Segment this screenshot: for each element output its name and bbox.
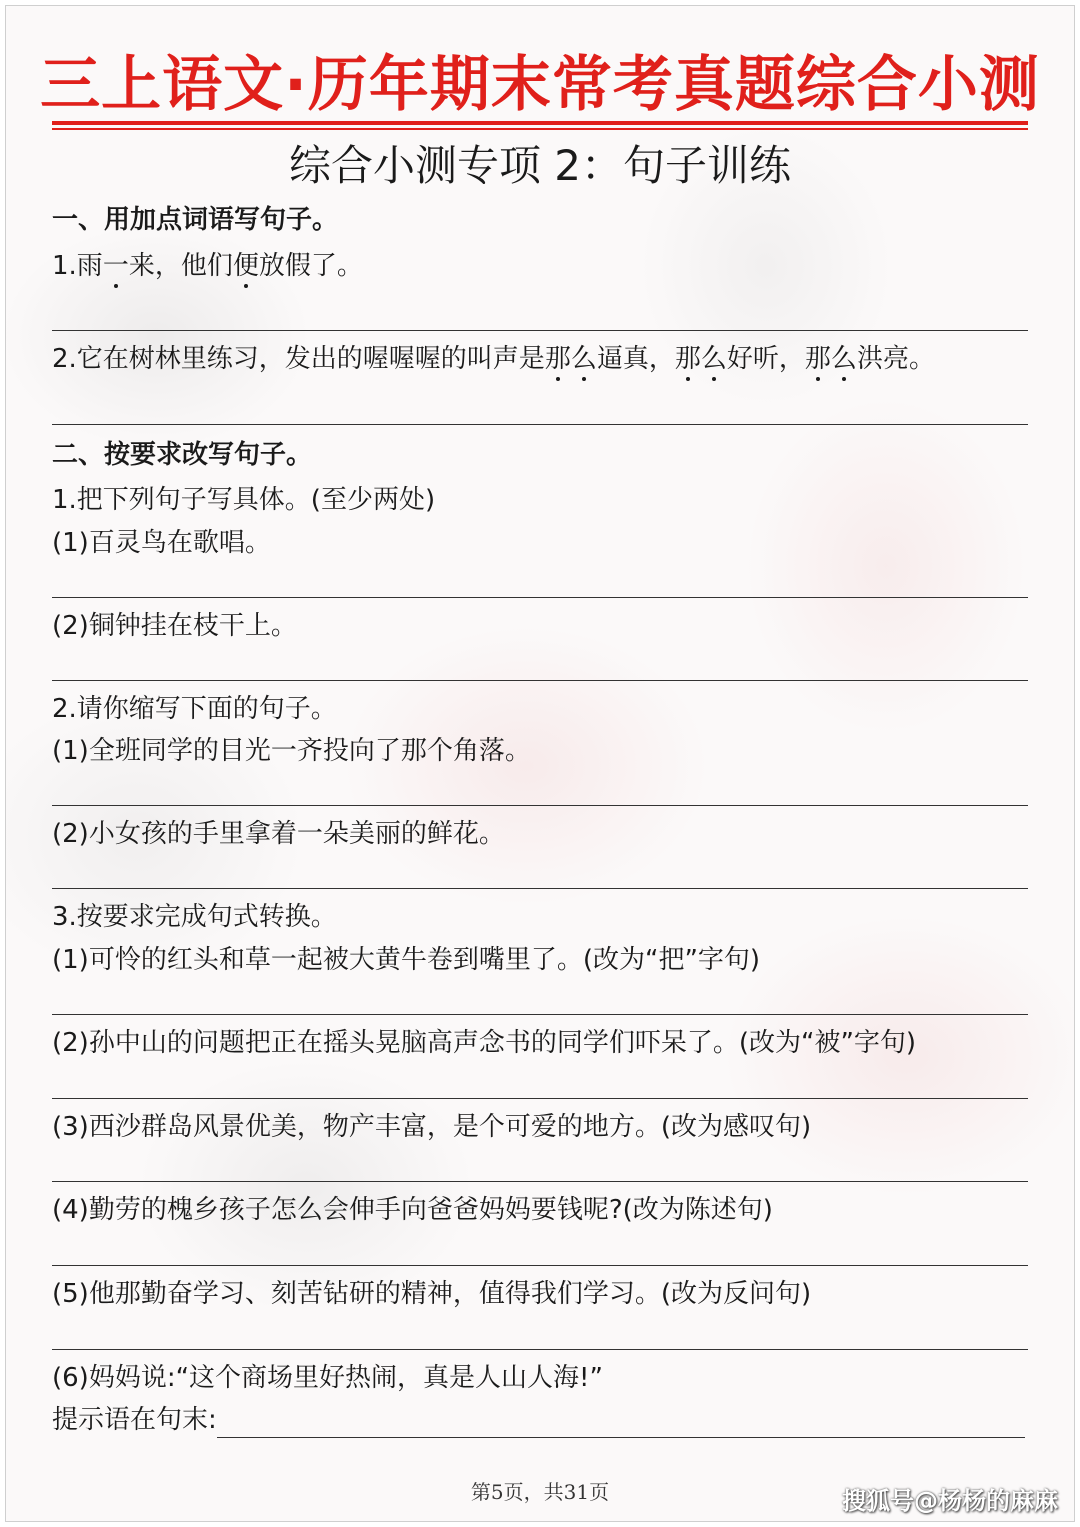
answer-line[interactable]	[52, 1265, 1028, 1266]
question-2-3-1: (1)可怜的红头和草一起被大黄牛卷到嘴里了。(改为“把”字句)	[52, 945, 761, 975]
answer-line[interactable]	[52, 424, 1028, 425]
answer-line[interactable]	[52, 1349, 1028, 1350]
question-2-3-5: (5)他那勤奋学习、刻苦钻研的精神，值得我们学习。(改为反问句)	[52, 1279, 812, 1309]
page-title: 三上语文·历年期末常考真题综合小测	[40, 50, 1040, 120]
dotted-word: 那	[805, 341, 831, 377]
answer-line[interactable]	[52, 680, 1028, 681]
dotted-word: 么	[701, 341, 727, 377]
question-2-3-6-hint: 提示语在句末:	[52, 1402, 1025, 1438]
dotted-word: 那	[545, 341, 571, 377]
watermark: 搜狐号@杨杨的麻麻	[842, 1487, 1058, 1515]
question-2-3-6: (6)妈妈说:“这个商场里好热闹，真是人山人海!”	[52, 1363, 603, 1393]
question-1-2: 2.它在树林里练习，发出的喔喔喔的叫声是那么逼真，那么好听，那么洪亮。	[52, 341, 935, 377]
question-2-3-3: (3)西沙群岛风景优美，物产丰富，是个可爱的地方。(改为感叹句)	[52, 1112, 812, 1142]
answer-line[interactable]	[52, 888, 1028, 889]
title-underline	[52, 121, 1028, 125]
question-2-1-1: (1)百灵鸟在歌唱。	[52, 528, 271, 558]
page-number: 第5页，共31页	[470, 1480, 610, 1504]
question-2-1-2: (2)铜钟挂在枝干上。	[52, 611, 297, 641]
answer-line[interactable]	[52, 1181, 1028, 1182]
answer-line[interactable]	[52, 805, 1028, 806]
question-2-2-1: (1)全班同学的目光一齐投向了那个角落。	[52, 736, 531, 766]
answer-line[interactable]	[52, 1014, 1028, 1015]
section-2-heading: 二、按要求改写句子。	[52, 440, 313, 470]
answer-line[interactable]	[52, 330, 1028, 331]
question-1-1: 1.雨一来，他们便放假了。	[52, 248, 363, 284]
question-2-2: 2.请你缩写下面的句子。	[52, 694, 337, 724]
dotted-word: 么	[831, 341, 857, 377]
page-subtitle: 综合小测专项 2：句子训练	[288, 141, 792, 190]
answer-line[interactable]	[52, 1098, 1028, 1099]
answer-line[interactable]	[217, 1407, 1025, 1438]
section-1-heading: 一、用加点词语写句子。	[52, 205, 339, 235]
question-2-1: 1.把下列句子写具体。(至少两处)	[52, 485, 436, 515]
dotted-word: 那	[675, 341, 701, 377]
dotted-word: 么	[571, 341, 597, 377]
question-2-3-2: (2)孙中山的问题把正在摇头晃脑高声念书的同学们吓呆了。(改为“被”字句)	[52, 1028, 917, 1058]
dotted-word: 便	[233, 248, 259, 284]
question-2-2-2: (2)小女孩的手里拿着一朵美丽的鲜花。	[52, 819, 505, 849]
question-2-3: 3.按要求完成句式转换。	[52, 902, 337, 932]
title-underline-thin	[52, 128, 1028, 130]
question-2-3-4: (4)勤劳的槐乡孩子怎么会伸手向爸爸妈妈要钱呢?(改为陈述句)	[52, 1195, 773, 1225]
dotted-word: 一	[103, 248, 129, 284]
answer-line[interactable]	[52, 597, 1028, 598]
